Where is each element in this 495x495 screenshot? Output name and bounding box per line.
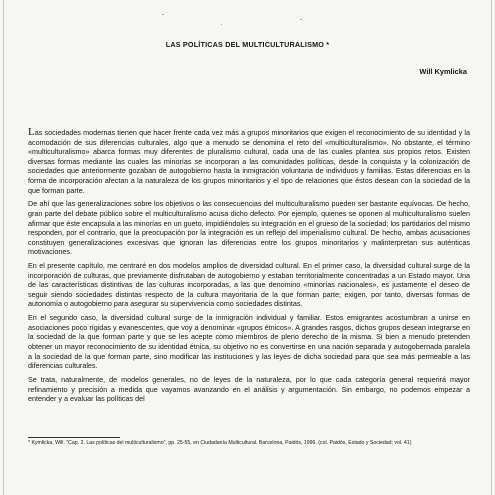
- paragraph-text: Se trata, naturalmente, de modelos generales, no de leyes de la naturaleza, por lo que cada categoría general requerirá mayor refinamiento y precisión a medida que vayamos avanzando en el análisis y argumentación. Sin embargo, no podemos empezar a entender y a evaluar las políticas del: [28, 375, 470, 404]
- paragraph-text: En el presente capítulo, me centraré en dos modelos amplios de diversidad cultural. En el primer caso, la diversidad cultural surge de la incorporación de culturas, que previamente disfrutaban de autogobierno y estaban territorialmente concentradas a un Estado mayor. Una de las características distintivas de las culturas incorporadas, a las que denomino «minorías nacionales», es justamente el deseo de seguir siendo sociedades distintas respecto de la cultura mayoritaria de la que forman parte; exigen, por tanto, diversas formas de autonomía o autogobierno para asegurar su supervivencia como sociedades distintas.: [28, 261, 470, 309]
- page-right-edge: [491, 0, 492, 495]
- paragraph: [28, 128, 470, 195]
- paragraph-text: as sociedades modernas tienen que hacer frente cada vez más a grupos minoritarios que exigen el reconocimiento de su identidad y la acomodación de sus diferencias culturales, algo que a menudo se denomina el reto del «multiculturalismo». No obstante, el término «multiculturalismo» abarca formas muy diferentes de pluralismo cultural, cada una de las cuales plantea sus propios retos. Existen diversas formas mediante las cuales las minorías se incorporan a las comunidades políticas, desde la conquista y la colonización de sociedades que anteriormente gozaban de autogobierno hasta la inmigración voluntaria de individuos y familias. Estas diferencias en la forma de incorporación afectan a la naturaleza de los grupos minoritarios y el tipo de relaciones que éstos desean con la sociedad de la que forman parte.: [28, 128, 470, 195]
- document-author: Will Kymlicka: [419, 67, 467, 76]
- document-title: LAS POLÍTICAS DEL MULTICULTURALISMO *: [165, 40, 330, 49]
- footnote-divider: [28, 437, 120, 438]
- scan-speck: [162, 14, 164, 15]
- paragraph-text: En el segundo caso, la diversidad cultural surge de la inmigración individual y familiar. Estos emigrantes acostumbran a unirse en asociaciones poco rígidas y evanescentes, que voy a denominar «grupos étnicos». A grandes rasgos, dichos grupos desean integrarse en la sociedad de la que forman parte y que se les acepte como miembros de pleno derecho de la misma. Si bien a menudo pretenden obtener un mayor reconocimiento de su identidad étnica, su objetivo no es convertirse en una nación separada y autogobernada paralela a la sociedad de la que forman parte, sino modificar las instituciones y las leyes de dicha sociedad para que sea más permeable a las diferencias culturales.: [28, 313, 470, 371]
- paragraph: [28, 375, 470, 404]
- paragraph: [28, 313, 470, 371]
- scan-speck: [221, 24, 222, 25]
- page-left-edge: [3, 0, 4, 495]
- drop-cap: L: [28, 126, 35, 138]
- footnote: * Kymlicka, Will. "Cap. 2. Las políticas del multiculturalismo", pp. 25-55, en Ciudadanía Multicultural. Barcelona, Paidós, 1996. (col. Paidós, Estado y Sociedad; vol. 41): [28, 440, 412, 446]
- paragraph-text: De ahí que las generalizaciones sobre los objetivos o las consecuencias del multiculturalismo pueden ser bastante equívocas. De hecho, gran parte del debate público sobre el multiculturalismo acusa dicho defecto. Por ejemplo, quienes se oponen al multiculturalismo suelen afirmar que éste encapsula a las minorías en un gueto, impidiéndoles su integración en el grueso de la sociedad; los partidarios del mismo responden, por el contrario, que la preocupación por la integración es un reflejo del imperialismo cultural. De hecho, ambas acusaciones constituyen generalizaciones excesivas que ignoran las diferencias entre los grupos minoritarios y malinterpretan sus auténticas motivaciones.: [28, 199, 470, 257]
- document-body: [28, 128, 470, 408]
- scan-speck: [300, 19, 302, 20]
- paragraph: [28, 261, 470, 309]
- paragraph: [28, 199, 470, 257]
